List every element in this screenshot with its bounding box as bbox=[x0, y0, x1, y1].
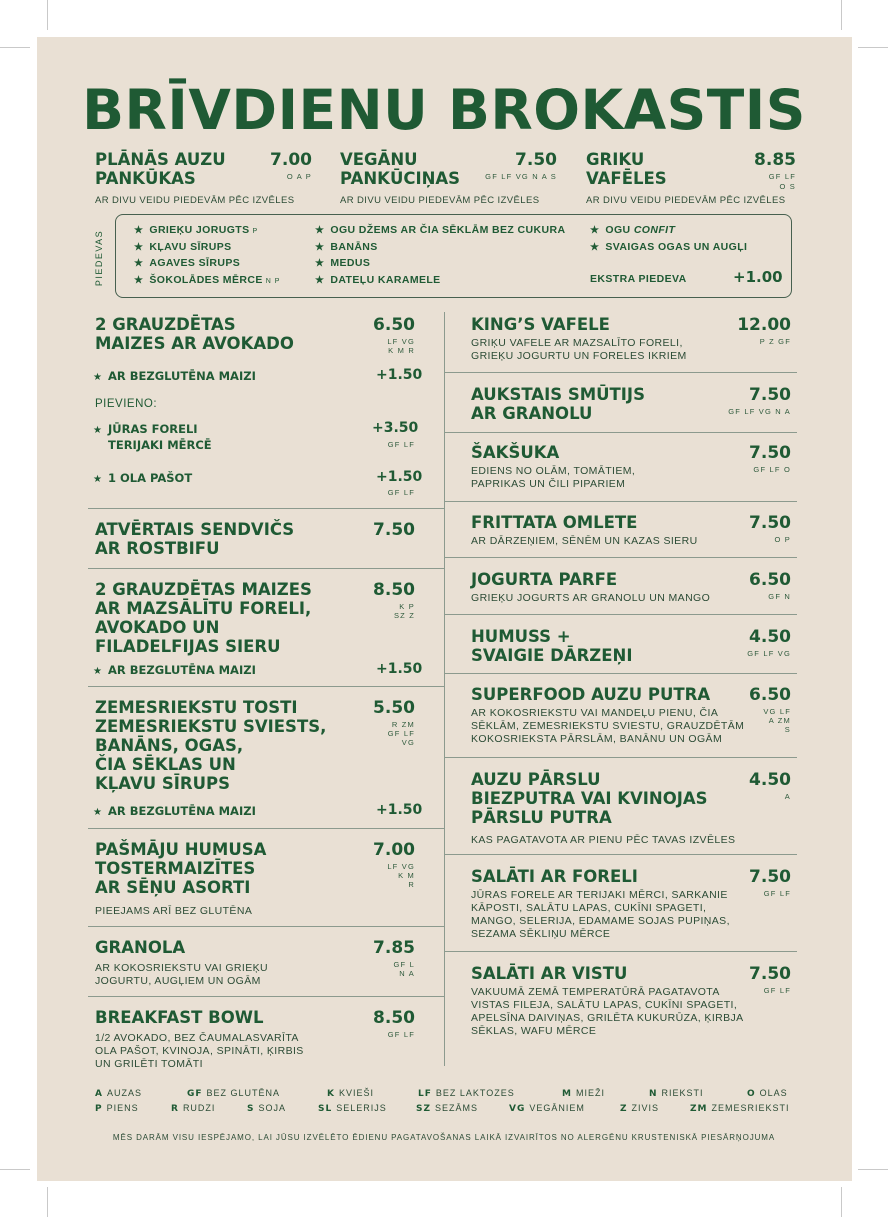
item-description: GRIĶU VAFELE AR MAZSALĪTO FORELI, bbox=[471, 337, 683, 349]
option-price: +1.50 bbox=[376, 802, 423, 818]
allergen-legend-k: K KVIEŠI bbox=[327, 1088, 374, 1099]
allergen-codes: SZ Z bbox=[393, 611, 415, 620]
item-price: 4.50 bbox=[749, 770, 791, 790]
allergen-codes: S bbox=[784, 725, 791, 734]
star-icon: ★ bbox=[93, 666, 102, 677]
item-name: AR GRANOLU bbox=[471, 404, 593, 423]
topping-item: ★ DATEĻU KARAMELE bbox=[315, 273, 441, 286]
item-price: 7.50 bbox=[373, 520, 415, 540]
item-name: MAIZES AR AVOKADO bbox=[95, 334, 294, 353]
menu-item-oat-porridge bbox=[471, 770, 793, 847]
crop-mark bbox=[0, 1169, 30, 1170]
item-description: PAPRIKAS UN ČILI PIPARIEM bbox=[471, 478, 626, 490]
allergen-codes: VG bbox=[401, 738, 415, 747]
divider bbox=[88, 996, 444, 997]
allergen-codes: GF LF bbox=[763, 986, 791, 995]
divider bbox=[88, 828, 444, 829]
item-description: GRIEĶU JOGURTS AR GRANOLU UN MANGO bbox=[471, 592, 711, 604]
allergen-codes: GF LF VG N A bbox=[728, 407, 791, 416]
star-icon: ★ bbox=[134, 274, 144, 286]
item-price: 7.00 bbox=[373, 840, 415, 860]
extra-topping-label: EKSTRA PIEDEVA bbox=[590, 273, 687, 285]
star-icon: ★ bbox=[93, 474, 102, 485]
divider bbox=[444, 757, 797, 758]
item-name: ATVĒRTAIS SENDVIČS bbox=[95, 520, 295, 539]
star-icon: ★ bbox=[134, 258, 144, 269]
star-icon: ★ bbox=[590, 241, 600, 253]
divider bbox=[444, 372, 797, 373]
item-description: GRIEĶU JOGURTU UN FORELES IKRIEM bbox=[471, 350, 687, 362]
allergen-legend-m: M MIEŽI bbox=[562, 1088, 605, 1099]
item-name: AUZU PĀRSLU bbox=[471, 770, 601, 789]
allergen-codes: R bbox=[408, 880, 415, 889]
option-add-egg: ★ 1 OLA PAŠOT bbox=[93, 471, 193, 485]
crop-mark bbox=[841, 1187, 842, 1217]
allergen-legend-z: Z ZIVIS bbox=[620, 1103, 660, 1114]
star-icon: ★ bbox=[315, 241, 325, 253]
item-name: PĀRSLU PUTRA bbox=[471, 808, 612, 827]
star-icon: ★ bbox=[134, 225, 144, 236]
divider bbox=[444, 614, 797, 615]
item-description: UN GRILĒTI TOMĀTI bbox=[95, 1058, 203, 1070]
item-price: 7.50 bbox=[749, 964, 791, 984]
item-name: FILADELFIJAS SIERU bbox=[95, 637, 281, 656]
crop-mark bbox=[841, 0, 842, 30]
allergen-codes: R ZM bbox=[391, 720, 415, 729]
item-price: 8.50 bbox=[373, 580, 415, 600]
allergen-legend-a: A AUZAS bbox=[95, 1088, 142, 1099]
menu-item-shakshuka bbox=[471, 443, 793, 491]
item-description: VAKUUMĀ ZEMĀ TEMPERATŪRĀ PAGATAVOTA bbox=[471, 986, 720, 998]
item-name: AVOKADO UN bbox=[95, 618, 220, 637]
item-description: MANGO, SELERIJA, EDAMAME SOJAS PUPIŅAS, bbox=[471, 915, 730, 927]
option-price: +1.50 bbox=[376, 661, 423, 677]
allergen-codes: O P bbox=[774, 535, 791, 544]
star-icon: ★ bbox=[315, 258, 325, 269]
item-name: GRIKU bbox=[586, 150, 645, 169]
item-name: PANKŪCIŅAS bbox=[340, 169, 461, 188]
crop-mark bbox=[858, 47, 888, 48]
item-price: 7.50 bbox=[749, 385, 791, 405]
item-description: AR DĀRZEŅIEM, SĒNĒM UN KAZAS SIERU bbox=[471, 535, 698, 547]
item-name: BANĀNS, OGAS, bbox=[95, 736, 244, 755]
allergen-legend-s: S SOJA bbox=[247, 1103, 286, 1114]
option-gluten-free-bread: ★ AR BEZGLUTĒNA MAIZI bbox=[93, 663, 256, 677]
item-description: OLA PAŠOT, KVINOJA, SPINĀTI, ĶIRBIS bbox=[95, 1045, 304, 1057]
menu-item-avocado-toast bbox=[95, 315, 417, 353]
allergen-legend-sz: SZ SEZĀMS bbox=[416, 1103, 479, 1114]
item-description: SĒKLĀM, ZEMESRIEKSTU SVIESTU, GRAUZDĒTĀM bbox=[471, 720, 745, 732]
toppings-column-2 bbox=[315, 224, 565, 290]
item-name: SVAIGIE DĀRZEŅI bbox=[471, 646, 633, 665]
topping-item: ★ OGU CONFIT bbox=[590, 224, 676, 236]
allergen-codes: LF VG bbox=[387, 337, 415, 346]
topping-item: ★ OGU DŽEMS AR ČIA SĒKLĀM BEZ CUKURA bbox=[315, 224, 566, 236]
star-icon: ★ bbox=[590, 225, 600, 236]
option-price: +1.50 bbox=[376, 469, 423, 485]
menu-item-vegan-pancakes bbox=[340, 150, 560, 207]
menu-item-chicken-salad bbox=[471, 964, 793, 1038]
topping-item: ★ GRIEĶU JORUGTS P bbox=[134, 224, 259, 236]
item-name: 2 GRAUZDĒTAS bbox=[95, 315, 236, 334]
allergen-codes: GF LF bbox=[387, 488, 415, 497]
item-name: AR MAZSĀLĪTU FORELI, bbox=[95, 599, 312, 618]
item-description: SĒKLAS, WAFU MĒRCE bbox=[471, 1025, 597, 1037]
allergen-codes: GF LF bbox=[768, 172, 796, 181]
star-icon: ★ bbox=[315, 225, 325, 236]
item-price: 7.50 bbox=[515, 150, 557, 170]
item-price: 12.00 bbox=[737, 315, 791, 335]
item-price: 7.00 bbox=[270, 150, 312, 170]
allergen-codes: GF LF VG N A S bbox=[485, 172, 557, 181]
item-name: SUPERFOOD AUZU PUTRA bbox=[471, 685, 711, 704]
allergen-codes: GF LF bbox=[387, 729, 415, 738]
add-label: PIEVIENO: bbox=[95, 398, 158, 410]
allergen-legend-lf: LF BEZ LAKTOZES bbox=[418, 1088, 515, 1099]
item-description: EDIENS NO OLĀM, TOMĀTIEM, bbox=[471, 465, 636, 477]
allergen-codes: O A P bbox=[286, 172, 312, 181]
allergen-legend-sl: SL SELERIJS bbox=[318, 1103, 387, 1114]
item-name: TOSTERMAIZĪTES bbox=[95, 859, 256, 878]
item-name: FRITTATA OMLETE bbox=[471, 513, 638, 532]
topping-item: ★ AGAVES SĪRUPS bbox=[134, 257, 241, 269]
menu-item-buckwheat-waffles bbox=[586, 150, 798, 207]
menu-item-peanut-toast bbox=[95, 698, 417, 793]
item-description: JŪRAS FORELE AR TERIJAKI MĒRCI, SARKANIE bbox=[471, 889, 728, 901]
item-description: AR DIVU VEIDU PIEDEVĀM PĒC IZVĒLES bbox=[95, 195, 295, 206]
divider bbox=[444, 951, 797, 952]
item-name: AR ROSTBIFU bbox=[95, 539, 220, 558]
allergen-codes: N A bbox=[399, 969, 415, 978]
topping-item: ★ ŠOKOLĀDES MĒRCE N P bbox=[134, 273, 281, 286]
allergen-codes: A ZM bbox=[768, 716, 791, 725]
star-icon: ★ bbox=[93, 425, 102, 436]
item-price: 8.85 bbox=[754, 150, 796, 170]
option-gluten-free-bread: ★ AR BEZGLUTĒNA MAIZI bbox=[93, 369, 256, 383]
item-price: 8.50 bbox=[373, 1008, 415, 1028]
divider bbox=[444, 432, 797, 433]
item-name: ZEMESRIEKSTU SVIESTS, bbox=[95, 717, 327, 736]
divider bbox=[444, 557, 797, 558]
item-name: GRANOLA bbox=[95, 938, 186, 957]
menu-item-hummus-vegetables bbox=[471, 627, 793, 665]
item-name: ZEMESRIEKSTU TOSTI bbox=[95, 698, 298, 717]
item-description: AR KOKOSRIEKSTU VAI GRIEĶU bbox=[95, 962, 268, 974]
item-name: VAFĒLES bbox=[586, 169, 667, 188]
star-icon: ★ bbox=[93, 372, 102, 383]
item-description: SEZAMA SĒKLIŅU MĒRCE bbox=[471, 928, 611, 940]
crop-mark bbox=[47, 1187, 48, 1217]
divider bbox=[444, 673, 797, 674]
option-price: +3.50 bbox=[372, 420, 419, 436]
item-price: 4.50 bbox=[749, 627, 791, 647]
topping-item: ★ SVAIGAS OGAS UN AUGĻI bbox=[590, 240, 748, 253]
allergen-codes: GF N bbox=[768, 592, 791, 601]
item-name: AUKSTAIS SMŪTIJS bbox=[471, 385, 645, 404]
item-description: JOGURTU, AUGĻIEM UN OGĀM bbox=[95, 975, 261, 987]
item-description: KAS PAGATAVOTA AR PIENU PĒC TAVAS IZVĒLES bbox=[471, 834, 736, 846]
allergen-legend-r: R RUDZI bbox=[171, 1103, 216, 1114]
topping-item: ★ KĻAVU SĪRUPS bbox=[134, 240, 232, 253]
toppings-column-1 bbox=[134, 224, 280, 290]
item-name: JOGURTA PARFE bbox=[471, 570, 618, 589]
item-price: 5.50 bbox=[373, 698, 415, 718]
item-name: HUMUSS + bbox=[471, 627, 571, 646]
topping-item: ★ MEDUS bbox=[315, 257, 371, 269]
menu-item-trout-salad bbox=[471, 867, 793, 941]
allergen-codes: K P bbox=[399, 602, 415, 611]
allergen-codes: O S bbox=[779, 182, 796, 191]
divider bbox=[88, 686, 444, 687]
item-description: AR DIVU VEIDU PIEDEVĀM PĒC IZVĒLES bbox=[340, 195, 540, 206]
star-icon: ★ bbox=[315, 274, 325, 286]
menu-item-kings-waffle bbox=[471, 315, 793, 363]
item-description: KĀPOSTI, SALĀTU LAPAS, CUKĪNI SPAGETI, bbox=[471, 902, 707, 914]
column-divider bbox=[444, 312, 445, 1066]
item-price: 6.50 bbox=[749, 570, 791, 590]
item-price: 7.50 bbox=[749, 867, 791, 887]
item-name: ČIA SĒKLAS UN bbox=[95, 755, 236, 774]
allergen-codes: A bbox=[784, 792, 791, 801]
item-price: 7.50 bbox=[749, 443, 791, 463]
menu-item-granola bbox=[95, 938, 417, 988]
item-name: ŠAKŠUKA bbox=[471, 443, 560, 462]
item-name: AR SĒŅU ASORTI bbox=[95, 878, 251, 897]
item-name: BREAKFAST BOWL bbox=[95, 1008, 264, 1027]
menu-item-superfood-porridge bbox=[471, 685, 793, 746]
allergen-legend-gf: GF BEZ GLUTĒNA bbox=[187, 1088, 281, 1099]
allergen-disclaimer: MĒS DARĀM VISU IESPĒJAMO, LAI JŪSU IZVĒLĒTO ĒDIENU PAGATAVOŠANAS LAIKĀ IZVAIRĪTOS NO ALERGĒNU KRUSTENISKĀ PIESĀRŅOJUMA bbox=[112, 1133, 776, 1142]
menu-item-breakfast-bowl bbox=[95, 1008, 417, 1071]
allergen-legend-o: O OLAS bbox=[747, 1088, 788, 1099]
item-description: VISTAS FILEJA, SALĀTU LAPAS, CUKĪNI SPAGETI, bbox=[471, 999, 738, 1011]
item-name: PANKŪKAS bbox=[95, 169, 196, 188]
menu-item-frittata bbox=[471, 513, 793, 548]
allergen-legend-n: N RIEKSTI bbox=[649, 1088, 704, 1099]
divider bbox=[444, 854, 797, 855]
star-icon: ★ bbox=[134, 241, 144, 253]
option-add-trout: ★ JŪRAS FORELI TERIJAKI MĒRCĒ bbox=[93, 422, 212, 452]
divider bbox=[88, 568, 444, 569]
allergen-legend-p: P PIENS bbox=[95, 1103, 139, 1114]
item-name: PAŠMĀJU HUMUSA bbox=[95, 840, 267, 859]
topping-item: ★ BANĀNS bbox=[315, 240, 378, 253]
allergen-codes: GF LF O bbox=[753, 465, 791, 474]
allergen-codes: LF VG bbox=[387, 862, 415, 871]
crop-mark bbox=[0, 47, 30, 48]
allergen-codes: GF LF bbox=[387, 440, 415, 449]
allergen-legend-zm: ZM ZEMESRIEKSTI bbox=[690, 1103, 790, 1114]
item-price: 7.50 bbox=[749, 513, 791, 533]
item-name: KĻAVU SĪRUPS bbox=[95, 774, 230, 793]
toppings-column-3 bbox=[590, 224, 747, 257]
allergen-codes: GF LF bbox=[387, 1030, 415, 1039]
toppings-label: PIEDEVAS bbox=[94, 229, 104, 287]
allergen-codes: GF LF VG bbox=[747, 649, 791, 658]
divider bbox=[88, 508, 444, 509]
item-name: SALĀTI AR FORELI bbox=[471, 867, 638, 886]
option-price: +1.50 bbox=[376, 367, 423, 383]
allergen-codes: K M R bbox=[388, 346, 415, 355]
menu-item-roast-beef-sandwich bbox=[95, 520, 417, 558]
item-price: 7.85 bbox=[373, 938, 415, 958]
item-name: PLĀNĀS AUZU bbox=[95, 150, 226, 169]
item-price: 6.50 bbox=[749, 685, 791, 705]
item-name: VEGĀNU bbox=[340, 150, 418, 169]
item-description: 1/2 AVOKADO, BEZ ČAUMALASVARĪTA bbox=[95, 1032, 299, 1044]
allergen-codes: GF LF bbox=[763, 889, 791, 898]
page-title: BRĪVDIENU BROKASTIS bbox=[82, 78, 806, 142]
menu-item-oat-pancakes bbox=[95, 150, 315, 207]
item-description: APELSĪNA DAIVIŅAS, GRILĒTA KUKURŪZA, ĶIRBJA bbox=[471, 1012, 744, 1024]
menu-item-smoothie bbox=[471, 385, 793, 423]
item-description: AR DIVU VEIDU PIEDEVĀM PĒC IZVĒLES bbox=[586, 195, 786, 206]
divider bbox=[88, 926, 444, 927]
menu-item-hummus-toast bbox=[95, 840, 417, 918]
crop-mark bbox=[47, 0, 48, 30]
item-name: BIEZPUTRA VAI KVINOJAS bbox=[471, 789, 708, 808]
menu-item-trout-toast bbox=[95, 580, 417, 656]
menu-item-yogurt-parfait bbox=[471, 570, 793, 605]
allergen-codes: K M bbox=[398, 871, 415, 880]
allergen-legend-vg: VG VEGĀNIEM bbox=[509, 1103, 585, 1114]
item-price: 6.50 bbox=[373, 315, 415, 335]
crop-mark bbox=[858, 1169, 888, 1170]
option-gluten-free-bread: ★ AR BEZGLUTĒNA MAIZI bbox=[93, 804, 256, 818]
item-description: AR KOKOSRIEKSTU VAI MANDEĻU PIENU, ČIA bbox=[471, 707, 719, 719]
allergen-codes: P Z GF bbox=[759, 337, 791, 346]
extra-topping-price: +1.00 bbox=[733, 268, 783, 286]
divider bbox=[444, 501, 797, 502]
allergen-codes: VG LF bbox=[763, 707, 791, 716]
item-name: SALĀTI AR VISTU bbox=[471, 964, 628, 983]
allergen-codes: GF L bbox=[393, 960, 415, 969]
item-description: KOKOSRIEKSTA PĀRSLĀM, BANĀNU UN OGĀM bbox=[471, 733, 723, 745]
item-description: PIEEJAMS ARĪ BEZ GLUTĒNA bbox=[95, 905, 253, 917]
item-name: KING’S VAFELE bbox=[471, 315, 610, 334]
star-icon: ★ bbox=[93, 807, 102, 818]
item-name: 2 GRAUZDĒTAS MAIZES bbox=[95, 580, 312, 599]
